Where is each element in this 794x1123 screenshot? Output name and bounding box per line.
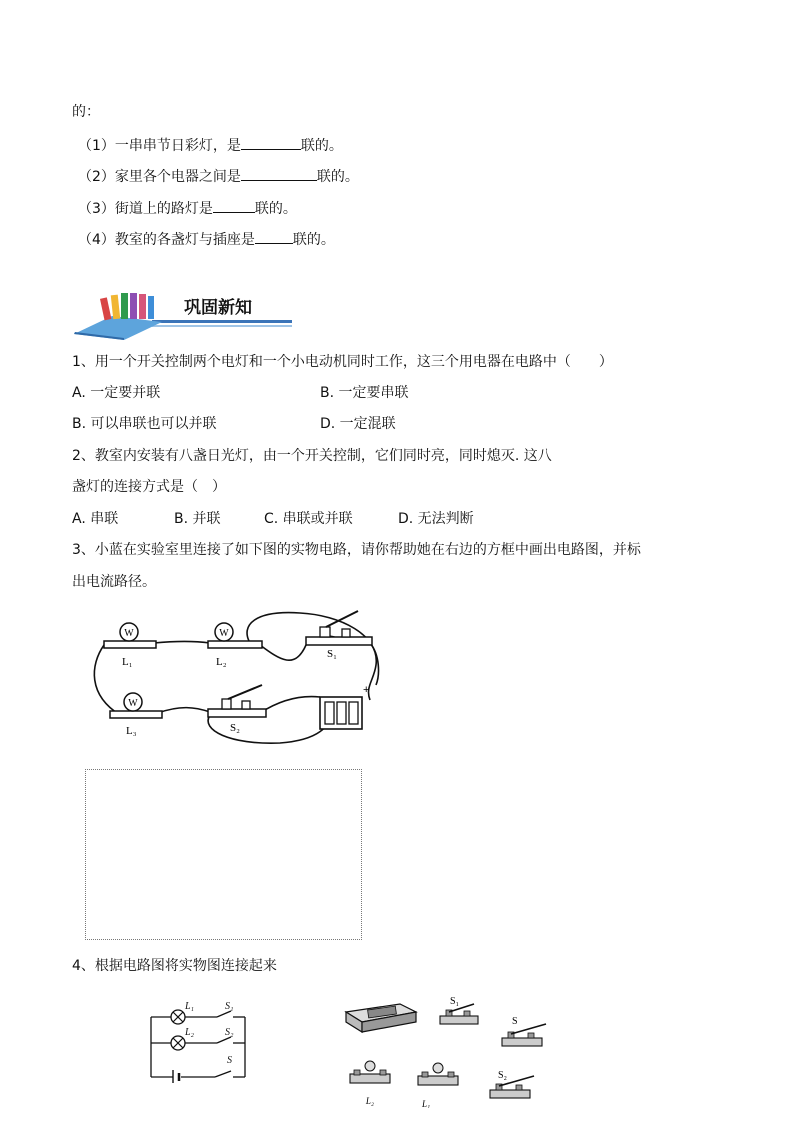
svg-text:L₁: L₁: [422, 1099, 431, 1108]
physical-circuit-figure: [80, 605, 380, 750]
svg-text:S₁: S₁: [450, 996, 460, 1007]
switch-s-icon: [502, 1016, 546, 1046]
bulb-l2-icon: [208, 623, 262, 668]
lamp-holder-l1-icon: [418, 1063, 458, 1108]
q3-stem-1: 3、小蓝在实验室里连接了如下图的实物电路，请你帮助她在右边的方框中画出电路图，并标: [72, 542, 641, 558]
switch-s2-icon: [208, 685, 266, 734]
answer-blank[interactable]: [241, 166, 317, 181]
intro-item-3: （3）街道上的路灯是 联的。: [78, 198, 297, 218]
q4-stem: 4、根据电路图将实物图连接起来: [72, 958, 277, 974]
svg-text:W: W: [128, 698, 138, 709]
svg-text:S: S: [227, 1055, 232, 1066]
q2-option-b: B. 并联: [174, 511, 221, 527]
battery-symbol: [173, 1070, 179, 1083]
svg-text:L₃: L₃: [126, 725, 137, 737]
battery-pack-icon: [346, 1004, 416, 1032]
q2-option-d: D. 无法判断: [398, 511, 474, 527]
svg-text:S: S: [512, 1016, 518, 1027]
lamp-l1-symbol: [171, 1010, 185, 1024]
lamp-l2-symbol: [171, 1036, 185, 1050]
q1-option-c: B. 可以串联也可以并联: [72, 416, 217, 432]
q2-option-a: A. 串联: [72, 511, 119, 527]
intro-item-2: （2）家里各个电器之间是 联的。: [78, 166, 359, 186]
q1-option-b: B. 一定要串联: [320, 385, 409, 401]
svg-text:L₁: L₁: [122, 656, 133, 668]
svg-text:S₁: S₁: [327, 648, 337, 660]
q2-stem-2: 盏灯的连接方式是（ ）: [72, 479, 226, 495]
section-title: 巩固新知: [184, 298, 252, 318]
switch-s2-icon: [490, 1070, 534, 1098]
q1-option-d: D. 一定混联: [320, 416, 396, 432]
svg-text:L₁: L₁: [185, 1001, 195, 1012]
battery-icon: [320, 684, 369, 729]
svg-text:L₂: L₂: [185, 1027, 195, 1038]
bulb-l3-icon: [110, 693, 162, 737]
svg-text:S₁: S₁: [225, 1001, 234, 1012]
svg-text:L₂: L₂: [216, 656, 227, 668]
q2-option-c: C. 串联或并联: [264, 511, 353, 527]
answer-blank[interactable]: [241, 135, 301, 150]
q1-option-a: A. 一定要并联: [72, 385, 161, 401]
svg-text:+: +: [363, 684, 370, 696]
svg-text:S₂: S₂: [230, 722, 240, 734]
switch-s1-icon: [440, 996, 478, 1024]
q1-stem: 1、用一个开关控制两个电灯和一个小电动机同时工作，这三个用电器在电路中（ ）: [72, 354, 613, 370]
svg-text:W: W: [219, 628, 229, 639]
q2-stem-1: 2、教室内安装有八盏日光灯，由一个开关控制，它们同时亮，同时熄灭. 这八: [72, 448, 552, 464]
physical-components-figure: [340, 990, 560, 1108]
svg-text:S₂: S₂: [498, 1070, 508, 1081]
intro-lead: 的：: [72, 104, 100, 120]
svg-text:S₂: S₂: [225, 1027, 234, 1038]
intro-item-1: （1）一串串节日彩灯，是 联的。: [78, 135, 343, 155]
intro-item-4: （4）教室的各盏灯与插座是 联的。: [78, 229, 335, 249]
answer-blank[interactable]: [255, 229, 293, 244]
answer-blank[interactable]: [213, 198, 255, 213]
q3-stem-2: 出电流路径。: [72, 574, 156, 590]
lamp-holder-l2-icon: [350, 1061, 390, 1106]
svg-text:L₂: L₂: [365, 1096, 375, 1106]
schematic-circuit-figure: [145, 995, 250, 1083]
svg-text:W: W: [124, 628, 134, 639]
drawing-answer-box[interactable]: [85, 769, 362, 940]
bulb-l1-icon: [104, 623, 156, 668]
switch-s1-icon: [306, 611, 372, 660]
